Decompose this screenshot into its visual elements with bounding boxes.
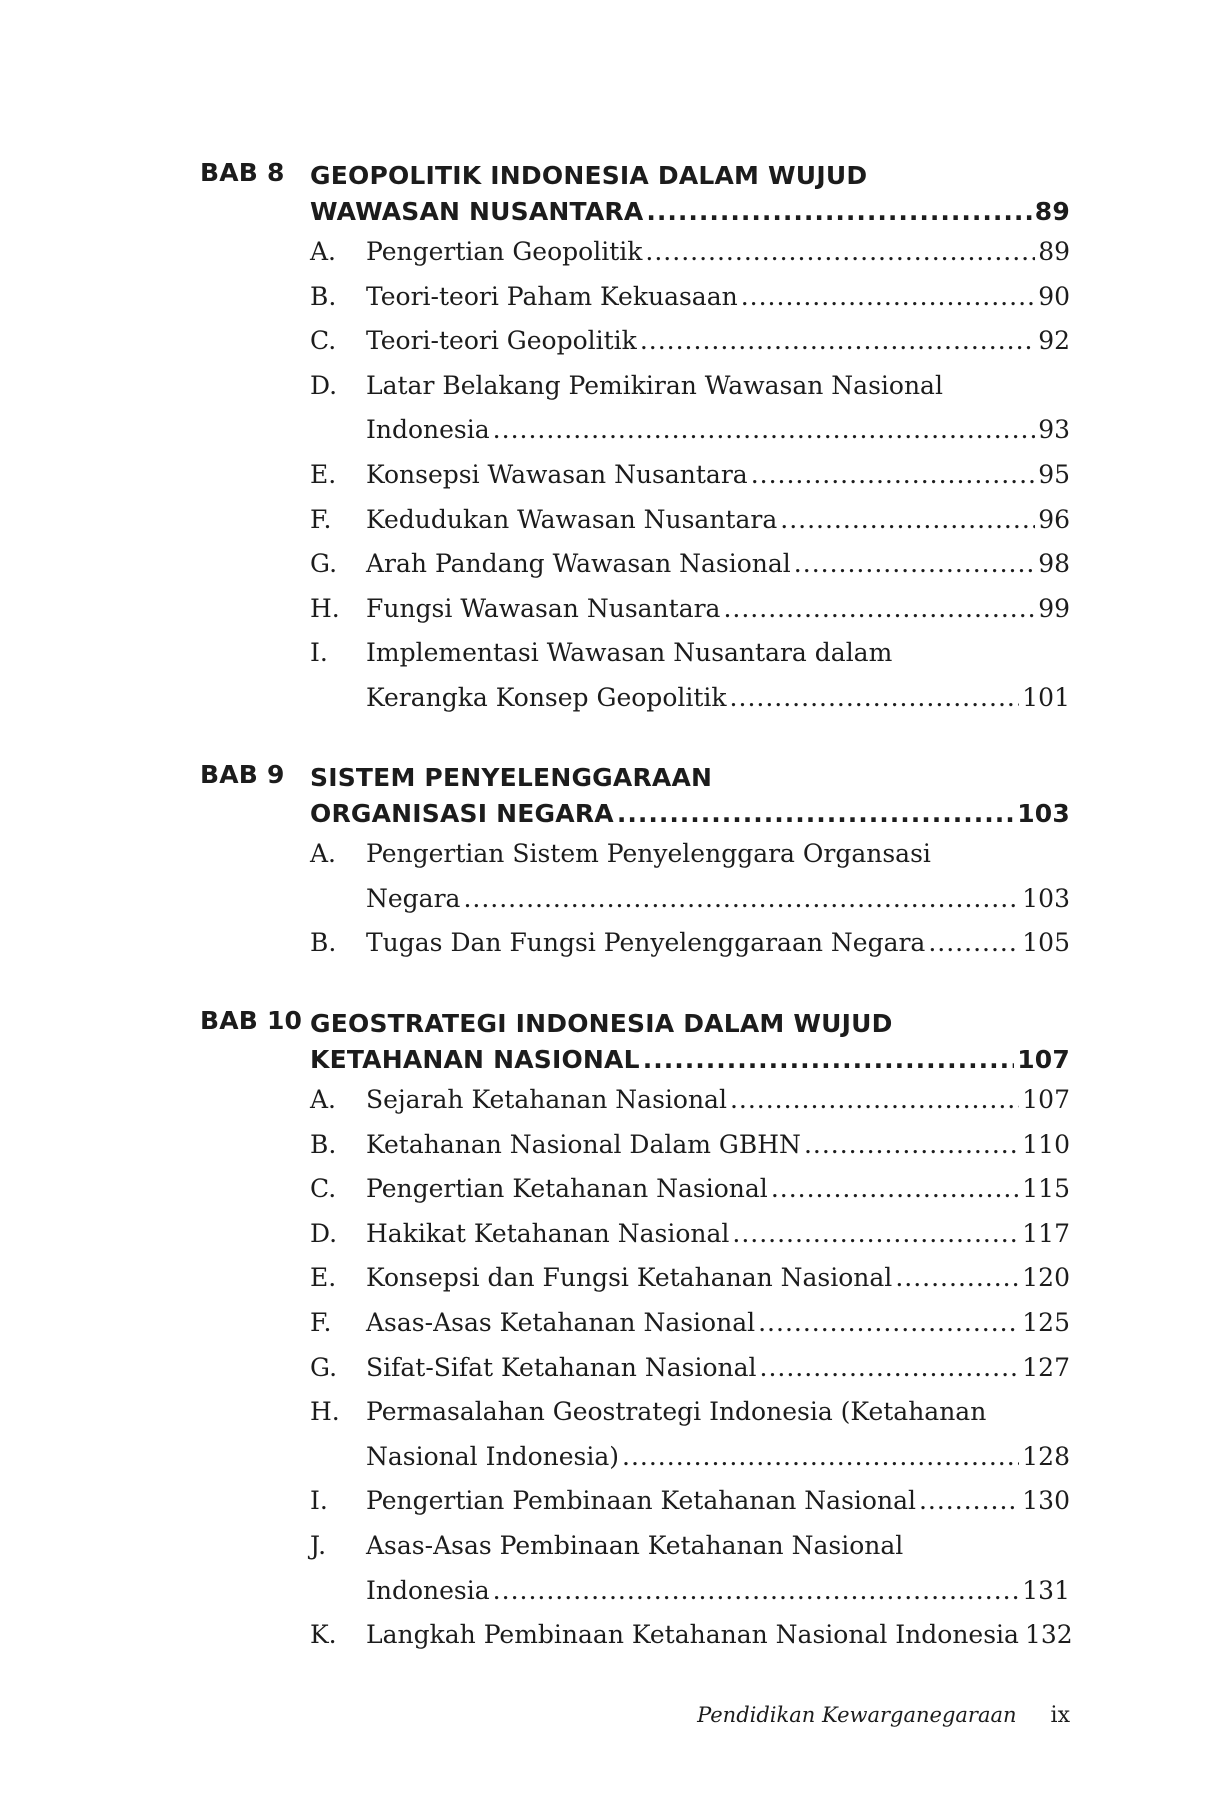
entry-title-line: Permasalahan Geostrategi Indonesia (Ketahanan: [366, 1397, 987, 1427]
entry-title-line: Pengertian Ketahanan Nasional: [366, 1174, 768, 1204]
entry-page-number: 98: [1038, 549, 1070, 579]
entry-title-line: Konsepsi Wawasan Nusantara: [366, 459, 748, 489]
entry-page-number: 96: [1038, 504, 1070, 534]
entry-title-line: Nasional Indonesia): [366, 1441, 620, 1471]
entry-last-line: [366, 1435, 1070, 1480]
entry-body: [366, 1123, 1070, 1168]
entry-title-line: Kedudukan Wawasan Nusantara: [366, 504, 778, 534]
entry-last-line: [366, 1301, 1070, 1346]
dot-leader: [760, 1346, 1020, 1391]
entry-letter: J.: [310, 1530, 327, 1560]
entry-last-line: [366, 1569, 1070, 1614]
chapter-number: BAB 10: [200, 1006, 303, 1035]
entry-page-number: 131: [1022, 1575, 1070, 1605]
entry-letter: H.: [310, 1397, 340, 1427]
dot-leader: [780, 498, 1035, 543]
toc-entry: [310, 542, 1070, 587]
toc-entry: [310, 587, 1070, 632]
entry-letter: G.: [310, 549, 338, 579]
entry-body: [366, 1346, 1070, 1391]
entry-title-line: Teori-teori Geopolitik: [366, 326, 637, 356]
dot-leader: [493, 408, 1036, 453]
entry-body: [366, 275, 1070, 320]
dot-leader: [928, 921, 1019, 966]
entry-last-line: [366, 498, 1070, 543]
entry-body: [366, 1524, 1070, 1613]
entry-last-line: [366, 1123, 1070, 1168]
chapter-8: [200, 158, 1070, 721]
entry-page-number: 93: [1038, 415, 1070, 445]
entry-title-line: Fungsi Wawasan Nusantara: [366, 593, 721, 623]
entry-last-line: [366, 230, 1070, 275]
toc-entry: [310, 453, 1070, 498]
entry-page-number: 103: [1022, 883, 1070, 913]
footer-book-title: Pendidikan Kewarganegaraan: [697, 1703, 1017, 1727]
entry-title-line: Tugas Dan Fungsi Penyelenggaraan Negara: [366, 928, 926, 958]
entry-title-line: Pengertian Sistem Penyelenggara Organsasi: [366, 839, 931, 868]
dot-leader: [771, 1167, 1019, 1212]
toc-entry: [310, 364, 1070, 453]
entry-title-line: Langkah Pembinaan Ketahanan Nasional Indonesia: [366, 1620, 1019, 1650]
entry-body: [366, 1212, 1070, 1257]
entry-title-line: Kerangka Konsep Geopolitik: [366, 682, 727, 712]
entry-last-line: [366, 1256, 1070, 1301]
entry-last-line: [366, 1613, 1073, 1658]
entry-letter: F.: [310, 504, 332, 534]
entry-body: [366, 319, 1070, 364]
entry-last-line: [366, 1346, 1070, 1391]
entry-letter: G.: [310, 1352, 338, 1382]
entry-letter: I.: [310, 638, 328, 668]
toc-entry: [310, 921, 1070, 966]
entry-title-line: Indonesia: [366, 1575, 490, 1605]
dot-leader: [493, 1569, 1020, 1614]
dot-leader: [919, 1479, 1019, 1524]
toc-entry: [310, 1256, 1070, 1301]
chapter-number: BAB 9: [200, 760, 285, 789]
entry-last-line: [366, 275, 1070, 320]
chapter-title: [310, 760, 1070, 832]
entry-page-number: 101: [1022, 682, 1070, 712]
entry-letter: C.: [310, 326, 337, 356]
dot-leader: [804, 1123, 1019, 1168]
entry-title-line: Konsepsi dan Fungsi Ketahanan Nasional: [366, 1263, 893, 1293]
entry-last-line: [366, 877, 1070, 922]
entry-body: [366, 587, 1070, 632]
entry-letter: D.: [310, 1218, 338, 1248]
entry-title-line: Asas-Asas Ketahanan Nasional: [366, 1307, 756, 1337]
dot-leader: [646, 194, 1031, 230]
toc-entry: [310, 1078, 1070, 1123]
dot-leader: [741, 275, 1035, 320]
dot-leader: [617, 796, 1014, 832]
chapter-9: [200, 760, 1070, 966]
section-list: [310, 230, 1070, 721]
chapter-title-last-line: [310, 796, 1070, 832]
entry-letter: I.: [310, 1486, 328, 1516]
chapter-title-line: GEOPOLITIK INDONESIA DALAM WUJUD: [310, 161, 868, 190]
entry-title-line: Implementasi Wawasan Nusantara dalam: [366, 638, 893, 668]
dot-leader: [622, 1435, 1019, 1480]
chapter-title: [310, 158, 1070, 230]
chapter-page-number: 107: [1017, 1045, 1070, 1074]
section-list: [310, 832, 1070, 966]
entry-page-number: 125: [1022, 1307, 1070, 1337]
toc-entry: [310, 1524, 1070, 1613]
entry-title-line: Pengertian Pembinaan Ketahanan Nasional: [366, 1486, 916, 1516]
entry-body: [366, 1078, 1070, 1123]
entry-last-line: [366, 319, 1070, 364]
entry-letter: D.: [310, 370, 338, 400]
dot-leader: [463, 877, 1019, 922]
entry-letter: C.: [310, 1174, 337, 1204]
chapter-title-line: KETAHANAN NASIONAL: [310, 1045, 640, 1074]
entry-body: [366, 230, 1070, 275]
toc-entry: [310, 1123, 1070, 1168]
chapter-title-line: SISTEM PENYELENGGARAAN: [310, 763, 713, 792]
entry-last-line: [366, 1479, 1070, 1524]
chapter-number: BAB 8: [200, 158, 285, 187]
entry-page-number: 117: [1022, 1218, 1070, 1248]
entry-page-number: 89: [1038, 237, 1070, 266]
chapter-title-line: WAWASAN NUSANTARA: [310, 197, 644, 226]
entry-last-line: [366, 921, 1070, 966]
entry-last-line: [366, 1078, 1070, 1123]
entry-page-number: 99: [1038, 593, 1070, 623]
entry-last-line: [366, 408, 1070, 453]
entry-last-line: [366, 1212, 1070, 1257]
section-list: [310, 1078, 1073, 1658]
dot-leader: [751, 453, 1035, 498]
entry-last-line: [366, 587, 1070, 632]
chapter-title-last-line: [310, 194, 1070, 230]
chapter-title-last-line: [310, 1042, 1070, 1078]
entry-letter: F.: [310, 1307, 332, 1337]
entry-letter: B.: [310, 281, 337, 311]
entry-last-line: [366, 453, 1070, 498]
chapter-title-line: GEOSTRATEGI INDONESIA DALAM WUJUD: [310, 1009, 893, 1038]
entry-letter: B.: [310, 1129, 337, 1159]
entry-title-line: Negara: [366, 883, 461, 913]
dot-leader: [730, 1078, 1019, 1123]
dot-leader: [730, 676, 1020, 721]
dot-leader: [640, 319, 1035, 364]
entry-body: [366, 453, 1070, 498]
chapter-title-line: ORGANISASI NEGARA: [310, 799, 614, 828]
entry-body: [366, 364, 1070, 453]
entry-body: [366, 498, 1070, 543]
chapter-10: [200, 1006, 1073, 1658]
dot-leader: [643, 1042, 1014, 1078]
footer-page-number: ix: [1050, 1703, 1070, 1728]
entry-body: [366, 1479, 1070, 1524]
entry-page-number: 105: [1022, 928, 1070, 958]
toc-entry: [310, 1390, 1070, 1479]
entry-page-number: 132: [1024, 1620, 1073, 1650]
entry-title-line: Latar Belakang Pemikiran Wawasan Nasional: [366, 370, 943, 400]
entry-page-number: 107: [1022, 1085, 1070, 1114]
entry-last-line: [366, 676, 1070, 721]
entry-letter: E.: [310, 1263, 337, 1293]
chapter-title: [310, 1006, 1070, 1078]
toc-entry: [310, 275, 1070, 320]
entry-page-number: 95: [1038, 459, 1070, 489]
entry-title-line: Indonesia: [366, 415, 490, 445]
entry-body: [366, 1390, 1070, 1479]
entry-body: [366, 1613, 1073, 1658]
chapter-heading: [200, 1006, 1070, 1078]
toc-entry: [310, 1479, 1070, 1524]
entry-last-line: [366, 1167, 1070, 1212]
chapter-heading: [200, 760, 1070, 832]
dot-leader: [732, 1212, 1019, 1257]
dot-leader: [723, 587, 1035, 632]
entry-body: [366, 1301, 1070, 1346]
dot-leader: [645, 230, 1035, 275]
entry-body: [366, 832, 1070, 921]
entry-title-line: Sejarah Ketahanan Nasional: [366, 1085, 727, 1114]
toc-entry: [310, 230, 1070, 275]
entry-body: [366, 1256, 1070, 1301]
entry-last-line: [366, 542, 1070, 587]
dot-leader: [758, 1301, 1019, 1346]
chapter-page-number: 103: [1017, 799, 1070, 828]
entry-letter: E.: [310, 459, 337, 489]
entry-page-number: 90: [1038, 281, 1070, 311]
entry-letter: A.: [310, 237, 337, 266]
toc-entry: [310, 1346, 1070, 1391]
entry-title-line: Hakikat Ketahanan Nasional: [366, 1218, 730, 1248]
toc-entry: [310, 1301, 1070, 1346]
entry-page-number: 128: [1022, 1441, 1070, 1471]
dot-leader: [794, 542, 1035, 587]
entry-page-number: 130: [1022, 1486, 1070, 1516]
toc-entry: [310, 319, 1070, 364]
entry-body: [366, 921, 1070, 966]
entry-title-line: Arah Pandang Wawasan Nasional: [366, 549, 791, 579]
chapter-heading: [200, 158, 1070, 230]
toc-entry: [310, 631, 1070, 720]
entry-body: [366, 1167, 1070, 1212]
dot-leader: [895, 1256, 1019, 1301]
entry-title-line: Teori-teori Paham Kekuasaan: [366, 281, 738, 311]
entry-page-number: 127: [1022, 1352, 1070, 1382]
entry-letter: K.: [310, 1620, 337, 1650]
toc-entry: [310, 498, 1070, 543]
entry-letter: H.: [310, 593, 340, 623]
entry-page-number: 110: [1022, 1129, 1070, 1159]
entry-title-line: Sifat-Sifat Ketahanan Nasional: [366, 1352, 757, 1382]
toc-entry: [310, 1613, 1073, 1658]
entry-page-number: 115: [1022, 1174, 1070, 1204]
entry-title-line: Ketahanan Nasional Dalam GBHN: [366, 1129, 801, 1159]
entry-body: [366, 631, 1070, 720]
entry-page-number: 92: [1038, 326, 1070, 356]
entry-title-line: Asas-Asas Pembinaan Ketahanan Nasional: [366, 1530, 904, 1560]
entry-letter: A.: [310, 1085, 337, 1114]
entry-letter: B.: [310, 928, 337, 958]
page-footer: [600, 1703, 1070, 1728]
entry-body: [366, 542, 1070, 587]
entry-letter: A.: [310, 839, 337, 868]
toc-entry: [310, 832, 1070, 921]
toc-entry: [310, 1167, 1070, 1212]
entry-title-line: Pengertian Geopolitik: [366, 237, 643, 266]
toc-entry: [310, 1212, 1070, 1257]
chapter-page-number: 89: [1034, 197, 1070, 226]
entry-page-number: 120: [1022, 1263, 1070, 1293]
